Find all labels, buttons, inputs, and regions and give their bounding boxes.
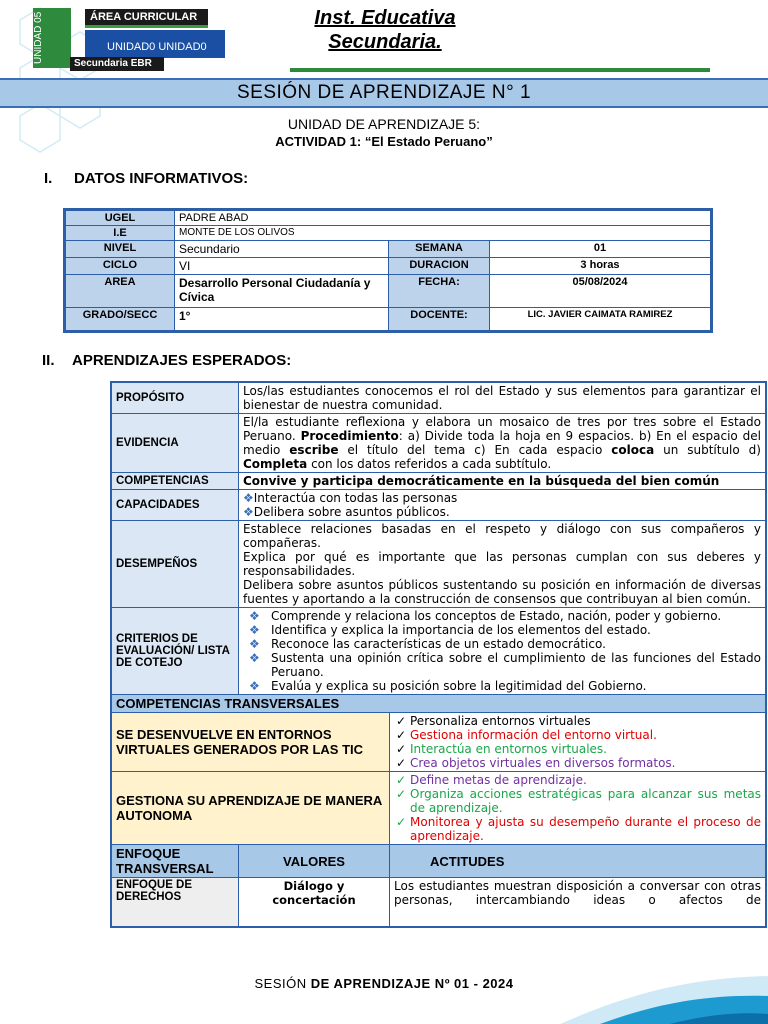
proposito-label: PROPÓSITO bbox=[111, 382, 239, 414]
fecha-label: FECHA: bbox=[389, 275, 490, 308]
diamond-bullet-icon: ❖ bbox=[249, 637, 260, 651]
evidencia-value bbox=[239, 414, 767, 473]
area-tag: ÁREA CURRICULAR bbox=[85, 9, 208, 28]
section-title: APRENDIZAJES ESPERADOS: bbox=[72, 352, 292, 369]
criterios-value bbox=[239, 608, 767, 695]
section-heading-datos bbox=[44, 170, 248, 187]
checkmark-icon: ✓ bbox=[396, 742, 407, 756]
footer-prefix: SESIÓN bbox=[254, 976, 307, 991]
activity-line: ACTIVIDAD 1: “El Estado Peruano” bbox=[275, 134, 493, 149]
area-value: Desarrollo Personal Ciudadanía y Cívica bbox=[175, 275, 389, 308]
tic-text: Personaliza entornos virtuales bbox=[410, 714, 591, 728]
criterio-text: Reconoce las características de un estado democrático. bbox=[271, 637, 606, 651]
tic-text: Gestiona información del entorno virtual. bbox=[410, 728, 657, 742]
level-tag: Secundaria EBR bbox=[70, 57, 164, 71]
fecha-value: 05/08/2024 bbox=[490, 275, 712, 308]
criterio-item bbox=[243, 651, 761, 679]
autonomo-item bbox=[394, 815, 761, 843]
tic-item bbox=[394, 714, 761, 728]
ciclo-value: VI bbox=[175, 258, 389, 275]
unit-overlay-tag: UNIDAD0 UNIDAD0 bbox=[85, 30, 225, 58]
criterio-text: Sustenta una opinión crítica sobre el cumplimiento de las funciones del Estado Peruano. bbox=[271, 651, 761, 679]
grado-value: 1° bbox=[175, 308, 389, 332]
checkmark-icon: ✓ bbox=[396, 714, 407, 728]
datos-table bbox=[63, 208, 713, 333]
criterio-item bbox=[243, 679, 761, 693]
criterio-text: Identifica y explica la importancia de los elementos del estado. bbox=[271, 623, 651, 637]
evidencia-keyword: Procedimiento bbox=[300, 429, 399, 443]
diamond-bullet-icon: ❖ bbox=[249, 651, 260, 665]
ie-label: I.E bbox=[65, 226, 175, 241]
actitudes-header: ACTITUDES bbox=[390, 845, 767, 878]
desempeno-item: Explica por qué es importante que las personas cumplan con sus deberes y responsabilidades. bbox=[243, 550, 761, 578]
duracion-value: 3 horas bbox=[490, 258, 712, 275]
tic-item bbox=[394, 728, 761, 742]
docente-label: DOCENTE: bbox=[389, 308, 490, 332]
diamond-bullet-icon: ❖ bbox=[249, 609, 260, 623]
grado-label: GRADO/SECC bbox=[65, 308, 175, 332]
nivel-label: NIVEL bbox=[65, 241, 175, 258]
autonomo-value bbox=[390, 772, 767, 845]
autonomo-item bbox=[394, 773, 761, 787]
criterios-label: CRITERIOS DE EVALUACIÓN/ LISTA DE COTEJO bbox=[111, 608, 239, 695]
desempenos-value bbox=[239, 521, 767, 608]
diamond-bullet-icon: ❖ bbox=[249, 623, 260, 637]
checkmark-icon: ✓ bbox=[396, 728, 407, 742]
desempenos-label: DESEMPEÑOS bbox=[111, 521, 239, 608]
area-label: AREA bbox=[65, 275, 175, 308]
unit-badge: UNIDAD 05 bbox=[33, 8, 71, 68]
ie-value: MONTE DE LOS OLIVOS bbox=[175, 226, 712, 241]
enfoque-derechos-label: ENFOQUE DE DERECHOS bbox=[111, 878, 239, 928]
semana-label: SEMANA bbox=[389, 241, 490, 258]
autonomo-item bbox=[394, 787, 761, 815]
ugel-label: UGEL bbox=[65, 210, 175, 226]
competencias-label: COMPETENCIAS bbox=[111, 473, 239, 490]
autonomo-text: Define metas de aprendizaje. bbox=[410, 773, 587, 787]
evidencia-text: un subtítulo d) bbox=[663, 443, 761, 457]
section-number: I. bbox=[44, 170, 53, 187]
evidencia-text: : a) Divide toda la hoja en 9 espacios. b) En el espacio del medio bbox=[243, 429, 761, 457]
checkmark-icon: ✓ bbox=[396, 815, 407, 829]
capacidades-value bbox=[239, 490, 767, 521]
evidencia-keyword: coloca bbox=[611, 443, 655, 457]
footer bbox=[0, 976, 768, 991]
evidencia-keyword: Completa bbox=[243, 457, 308, 471]
page-title: SESIÓN DE APRENDIZAJE N° 1 bbox=[0, 78, 768, 108]
autonomo-label: GESTIONA SU APRENDIZAJE DE MANERA AUTONOMA bbox=[111, 772, 390, 845]
tic-item bbox=[394, 756, 761, 770]
tic-text: Interactúa en entornos virtuales. bbox=[410, 742, 607, 756]
header-divider bbox=[290, 68, 710, 72]
autonomo-text: Organiza acciones estratégicas para alcanzar sus metas de aprendizaje. bbox=[410, 787, 761, 815]
unit-line: UNIDAD DE APRENDIZAJE 5: bbox=[287, 116, 481, 132]
evidencia-text: el título del tema c) En cada espacio bbox=[347, 443, 603, 457]
footer-title: DE APRENDIZAJE Nº 01 - 2024 bbox=[310, 976, 514, 991]
tic-item bbox=[394, 742, 761, 756]
capacidad-text: Delibera sobre asuntos públicos. bbox=[253, 505, 450, 519]
ugel-value: PADRE ABAD bbox=[175, 210, 712, 226]
diamond-bullet-icon: ❖ bbox=[243, 491, 254, 505]
tic-value bbox=[390, 713, 767, 772]
valor-value: Diálogo y concertación bbox=[239, 878, 390, 928]
evidencia-keyword: escribe bbox=[289, 443, 339, 457]
proposito-value: Los/las estudiantes conocemos el rol del Estado y sus elementos para garantizar el bienestar de nuestra comunidad. bbox=[239, 382, 767, 414]
capacidad-text: Interactúa con todas las personas bbox=[253, 491, 458, 505]
checkmark-icon: ✓ bbox=[396, 787, 407, 801]
criterio-text: Evalúa y explica su posición sobre la legitimidad del Gobierno. bbox=[271, 679, 647, 693]
competencias-transversales-banner: COMPETENCIAS TRANSVERSALES bbox=[111, 695, 766, 713]
tic-label: SE DESENVUELVE EN ENTORNOS VIRTUALES GENERADOS POR LAS TIC bbox=[111, 713, 390, 772]
evidencia-label: EVIDENCIA bbox=[111, 414, 239, 473]
desempeno-item: Establece relaciones basadas en el respeto y diálogo con sus compañeros y compañeras. bbox=[243, 522, 761, 550]
criterio-item bbox=[243, 637, 761, 651]
duracion-label: DURACION bbox=[389, 258, 490, 275]
tic-text: Crea objetos virtuales en diversos formatos. bbox=[410, 756, 676, 770]
section-title: DATOS INFORMATIVOS: bbox=[74, 170, 249, 187]
evidencia-text: El/la estudiante reflexiona y elabora un mosaico de tres por tres sobre el Estado Peruano. bbox=[243, 415, 761, 443]
ciclo-label: CICLO bbox=[65, 258, 175, 275]
docente-value: LIC. JAVIER CAIMATA RAMIREZ bbox=[490, 308, 712, 332]
aprendizajes-table bbox=[110, 381, 767, 928]
institution-name: Inst. Educativa Secundaria. bbox=[314, 7, 456, 53]
actitud-value: Los estudiantes muestran disposición a conversar con otras personas, intercambiando ideas o afectos de bbox=[390, 878, 767, 928]
autonomo-text: Monitorea y ajusta su desempeño durante el proceso de aprendizaje. bbox=[410, 815, 761, 843]
section-heading-aprendizajes bbox=[42, 352, 291, 369]
diamond-bullet-icon: ❖ bbox=[249, 679, 260, 693]
semana-value: 01 bbox=[490, 241, 712, 258]
desempeno-item: Delibera sobre asuntos públicos sustentando su posición en información de diversas fuentes y aportando a la construcción de consensos que contribuyan al bien común. bbox=[243, 578, 761, 606]
capacidad-item bbox=[243, 491, 761, 505]
criterio-text: Comprende y relaciona los conceptos de Estado, nación, poder y gobierno. bbox=[271, 609, 722, 623]
competencias-value: Convive y participa democráticamente en la búsqueda del bien común bbox=[239, 473, 767, 490]
checkmark-icon: ✓ bbox=[396, 756, 407, 770]
checkmark-icon: ✓ bbox=[396, 773, 407, 787]
capacidades-label: CAPACIDADES bbox=[111, 490, 239, 521]
evidencia-text: con los datos referidos a cada subtítulo. bbox=[311, 457, 552, 471]
valores-header: VALORES bbox=[239, 845, 390, 878]
diamond-bullet-icon: ❖ bbox=[243, 505, 254, 519]
capacidad-item bbox=[243, 505, 761, 519]
criterio-item bbox=[243, 609, 761, 623]
criterio-item bbox=[243, 623, 761, 637]
enfoque-header: ENFOQUE TRANSVERSAL bbox=[111, 845, 239, 878]
section-number: II. bbox=[42, 352, 55, 369]
nivel-value: Secundario bbox=[175, 241, 389, 258]
